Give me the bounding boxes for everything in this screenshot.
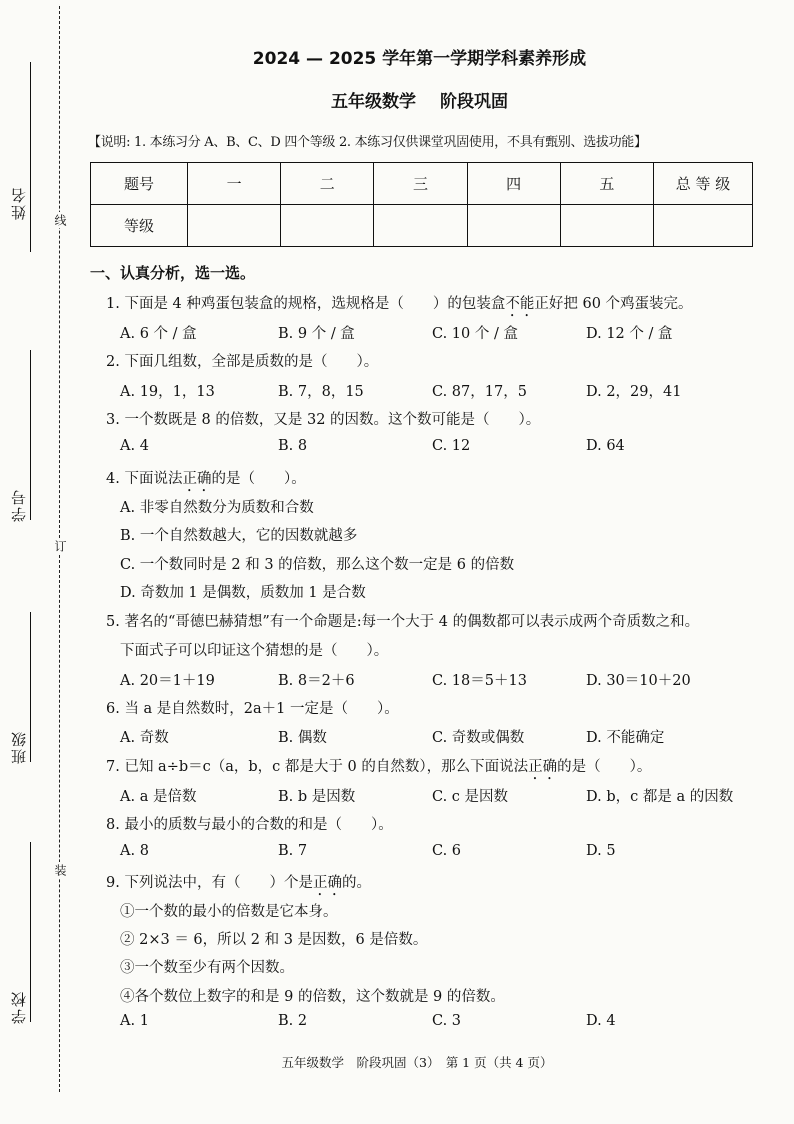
q6-option-d[interactable]: D. 不能确定	[586, 730, 665, 746]
cut-word-order: 订	[53, 540, 67, 552]
q7-option-a[interactable]: A. a 是倍数	[120, 789, 197, 805]
q5-option-b[interactable]: B. 8＝2＋6	[278, 673, 355, 689]
name-label: 姓名	[10, 186, 28, 220]
question-text: 9. 下列说法中，有（ ）个是	[106, 875, 313, 891]
q4-option-a[interactable]: A. 非零自然数分为质数和合数	[120, 500, 314, 516]
q3-option-b[interactable]: B. 8	[278, 438, 308, 454]
q7-option-d[interactable]: D. b，c 都是 a 的因数	[586, 789, 734, 805]
q3-option-a[interactable]: A. 4	[120, 438, 149, 454]
q1-option-b[interactable]: B. 9 个 / 盒	[278, 326, 355, 342]
grade-cell[interactable]	[560, 205, 653, 247]
grade-cell[interactable]	[374, 205, 467, 247]
q2-option-d[interactable]: D. 2，29，41	[586, 384, 682, 400]
q6-option-b[interactable]: B. 偶数	[278, 730, 327, 746]
stage-name: 阶段巩固	[440, 92, 508, 112]
school-label: 学校	[10, 990, 28, 1024]
class-label: 班级	[10, 730, 28, 764]
header-cell: 一	[188, 163, 281, 205]
q9-option-a[interactable]: A. 1	[120, 1013, 149, 1029]
school-write-line[interactable]	[30, 842, 31, 1022]
question-text: 1. 下面是 4 种鸡蛋包装盒的规格，选规格是（ ）的包装盒	[106, 296, 506, 312]
question-text: 正好把 60 个鸡蛋装完。	[534, 296, 693, 312]
q7-option-b[interactable]: B. b 是因数	[278, 789, 356, 805]
q8-option-d[interactable]: D. 5	[586, 843, 616, 859]
q9-statement-2: ② 2×3 ＝ 6，所以 2 和 3 是因数，6 是倍数。	[120, 932, 428, 948]
grade-table-header-row	[91, 163, 753, 205]
q1-option-a[interactable]: A. 6 个 / 盒	[120, 326, 197, 342]
q8-option-c[interactable]: C. 6	[432, 843, 462, 859]
emphasized-text: 正确	[528, 759, 558, 775]
question-text: 7. 已知 a÷b＝c（a，b，c 都是大于 0 的自然数），那么下面说法	[106, 759, 529, 775]
q9-statement-1: ①一个数的最小的倍数是它本身。	[120, 904, 338, 920]
subject-grade: 五年级数学	[331, 92, 416, 112]
question-6: 6. 当 a 是自然数时，2a＋1 一定是（ ）。	[106, 701, 399, 717]
student-id-label: 学号	[10, 488, 28, 522]
q4-option-d[interactable]: D. 奇数加 1 是偶数，质数加 1 是合数	[120, 585, 366, 601]
exam-subtitle	[0, 87, 794, 112]
grade-cell[interactable]	[188, 205, 281, 247]
question-text: 的是（ ）。	[557, 759, 652, 775]
grade-cell[interactable]	[467, 205, 560, 247]
question-5-line-2: 下面式子可以印证这个猜想的是（ ）。	[120, 643, 389, 659]
grade-table	[90, 162, 753, 247]
header-cell: 题号	[91, 163, 188, 205]
question-2: 2. 下面几组数，全部是质数的是（ ）。	[106, 354, 379, 370]
q7-option-c[interactable]: C. c 是因数	[432, 789, 509, 805]
q3-option-c[interactable]: C. 12	[432, 438, 471, 454]
instructions-note: 【说明: 1. 本练习分 A、B、C、D 四个等级 2. 本练习仅供课堂巩固使用，不具有甄别、选拔功能】	[88, 135, 647, 150]
q1-option-c[interactable]: C. 10 个 / 盒	[432, 326, 518, 342]
q9-option-d[interactable]: D. 4	[586, 1013, 616, 1029]
q9-option-c[interactable]: C. 3	[432, 1013, 462, 1029]
question-text: 的。	[341, 875, 371, 891]
section-heading: 一、认真分析，选一选。	[90, 264, 256, 282]
q1-option-d[interactable]: D. 12 个 / 盒	[586, 326, 673, 342]
question-7	[106, 755, 651, 783]
q5-option-c[interactable]: C. 18＝5＋13	[432, 673, 527, 689]
class-write-line[interactable]	[30, 612, 31, 762]
q6-option-a[interactable]: A. 奇数	[120, 730, 169, 746]
grade-row-label: 等级	[91, 205, 188, 247]
q5-option-d[interactable]: D. 30＝10＋20	[586, 673, 691, 689]
question-3: 3. 一个数既是 8 的倍数，又是 32 的因数。这个数可能是（ ）。	[106, 412, 541, 428]
emphasized-text: 正确	[182, 471, 212, 487]
question-4	[106, 467, 306, 495]
emphasized-text: 不能	[505, 296, 535, 312]
q9-statement-4: ④各个数位上数字的和是 9 的倍数，这个数就是 9 的倍数。	[120, 989, 505, 1005]
q9-statement-3: ③一个数至少有两个因数。	[120, 960, 294, 976]
id-write-line[interactable]	[30, 350, 31, 520]
q6-option-c[interactable]: C. 奇数或偶数	[432, 730, 525, 746]
cut-word-bind: 装	[53, 864, 67, 876]
header-cell: 总 等 级	[654, 163, 753, 205]
grade-cell[interactable]	[654, 205, 753, 247]
q9-option-b[interactable]: B. 2	[278, 1013, 308, 1029]
cut-word-line: 线	[53, 214, 67, 226]
header-cell: 五	[560, 163, 653, 205]
q8-option-a[interactable]: A. 8	[120, 843, 149, 859]
question-text: 4. 下面说法	[106, 471, 183, 487]
grade-cell[interactable]	[281, 205, 374, 247]
question-5-line-1: 5. 著名的“哥德巴赫猜想”有一个命题是:每一个大于 4 的偶数都可以表示成两个奇质数之和。	[106, 614, 700, 630]
question-1	[106, 292, 693, 320]
grade-table-grade-row	[91, 205, 753, 247]
q4-option-c[interactable]: C. 一个数同时是 2 和 3 的倍数，那么这个数一定是 6 的倍数	[120, 557, 515, 573]
q2-option-c[interactable]: C. 87，17，5	[432, 384, 527, 400]
question-9	[106, 871, 371, 899]
header-cell: 三	[374, 163, 467, 205]
exam-title: 2024 — 2025 学年第一学期学科素养形成	[252, 49, 587, 69]
q5-option-a[interactable]: A. 20＝1＋19	[120, 673, 215, 689]
page-footer: 五年级数学 阶段巩固（3） 第 1 页（共 4 页）	[281, 1055, 553, 1070]
question-text: 的是（ ）。	[211, 471, 306, 487]
q2-option-a[interactable]: A. 19，1，13	[120, 384, 215, 400]
question-8: 8. 最小的质数与最小的合数的和是（ ）。	[106, 817, 393, 833]
emphasized-text: 正确	[312, 875, 342, 891]
header-cell: 四	[467, 163, 560, 205]
q2-option-b[interactable]: B. 7，8，15	[278, 384, 364, 400]
q8-option-b[interactable]: B. 7	[278, 843, 308, 859]
q3-option-d[interactable]: D. 64	[586, 438, 625, 454]
header-cell: 二	[281, 163, 374, 205]
q4-option-b[interactable]: B. 一个自然数越大，它的因数就越多	[120, 528, 358, 544]
